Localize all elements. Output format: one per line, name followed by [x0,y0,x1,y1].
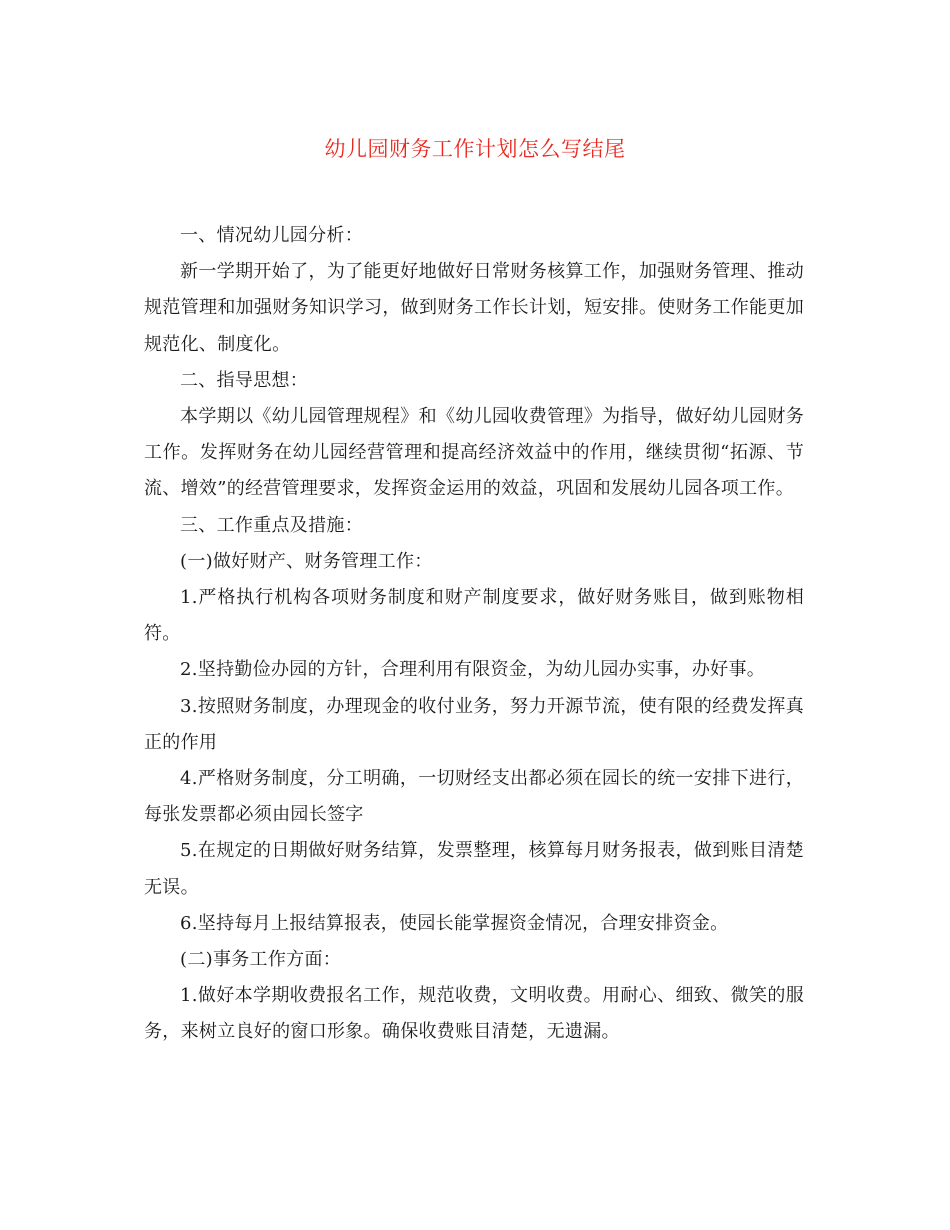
list-item: 6.坚持每月上报结算报表，使园长能掌握资金情况，合理安排资金。 [180,912,729,934]
list-item: 4.严格财务制度，分工明确，一切财经支出都必须在园长的统一安排下进行，每张发票都必须由园长签字 [144,768,804,826]
document-title: 幼儿园财务工作计划怎么写结尾 [324,137,626,161]
subsection-heading-1: (一)做好财产、财务管理工作： [180,550,433,572]
paragraph: 本学期以《幼儿园管理规程》和《幼儿园收费管理》为指导，做好幼儿园财务工作。发挥财务在幼儿园经营管理和提高经济效益中的作用，继续贯彻“拓源、节流、增效”的经营管理要求，发挥资金运用的效益，巩固和发展幼儿园各项工作。 [144,406,804,500]
document-body [144,218,804,1051]
list-item: 1.做好本学期收费报名工作，规范收费，文明收费。用耐心、细致、微笑的服务，来树立良好的窗口形象。确保收费账目清楚，无遗漏。 [144,985,804,1043]
list-item: 5.在规定的日期做好财务结算，发票整理，核算每月财务报表，做到账目清楚无误。 [144,840,804,898]
section-heading-2: 二、指导思想： [180,369,309,391]
list-item: 1.严格执行机构各项财务制度和财产制度要求，做好财务账目，做到账物相符。 [144,587,804,645]
subsection-heading-2: (二)事务工作方面： [180,949,342,971]
paragraph: 新一学期开始了，为了能更好地做好日常财务核算工作，加强财务管理、推动规范管理和加强财务知识学习，做到财务工作长计划，短安排。使财务工作能更加规范化、制度化。 [144,261,804,355]
list-item: 2.坚持勤俭办园的方针，合理利用有限资金，为幼儿园办实事，办好事。 [180,659,766,681]
section-heading-3: 三、工作重点及措施： [180,514,363,536]
section-heading-1: 一、情况幼儿园分析： [180,225,363,246]
list-item: 3.按照财务制度，办理现金的收付业务，努力开源节流，使有限的经费发挥真正的作用 [144,695,804,753]
